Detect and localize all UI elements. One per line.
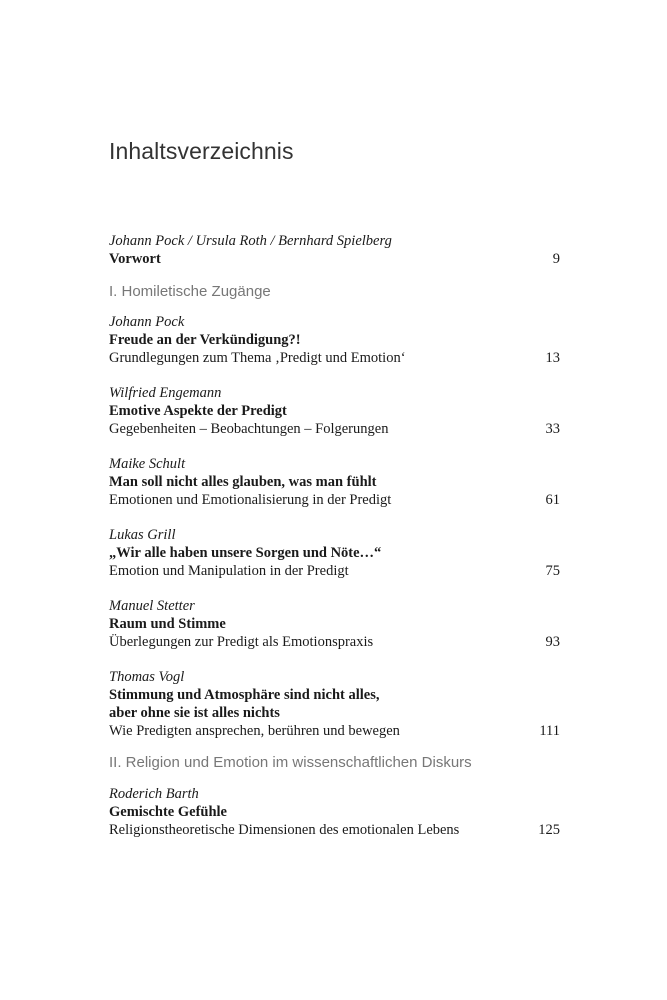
entry-author: Johann Pock / Ursula Roth / Bernhard Spielberg [109, 233, 392, 249]
entry-title-continued: aber ohne sie ist alles nichts [109, 705, 280, 721]
entry-title: Freude an der Verkündigung?! [109, 332, 301, 348]
entry-page-number: 111 [539, 723, 560, 739]
entry-subtitle: Emotion und Manipulation in der Predigt [109, 563, 349, 579]
entry-subtitle: Emotionen und Emotionalisierung in der Predigt [109, 492, 392, 508]
page-title: Inhaltsverzeichnis [109, 138, 294, 164]
toc-entry-stetter[interactable] [109, 597, 560, 651]
entry-page-number: 125 [538, 822, 560, 838]
entry-title: Emotive Aspekte der Predigt [109, 403, 287, 419]
entry-author: Thomas Vogl [109, 669, 185, 685]
entry-title: Gemischte Gefühle [109, 804, 227, 820]
toc-entry-barth[interactable] [109, 785, 560, 839]
entry-page-number: 93 [545, 634, 560, 650]
entry-author: Roderich Barth [109, 786, 199, 802]
toc-entry-pock[interactable] [109, 313, 560, 367]
entry-title: Vorwort [109, 251, 161, 267]
entry-title: „Wir alle haben unsere Sorgen und Nöte…“ [109, 545, 382, 561]
toc-entry-vorwort[interactable] [109, 232, 560, 268]
toc-entry-grill[interactable] [109, 526, 560, 580]
section-heading-homiletische-zugaenge: I. Homiletische Zugänge [109, 283, 271, 300]
entry-subtitle: Religionstheoretische Dimensionen des emotionalen Lebens [109, 822, 460, 838]
entry-author: Maike Schult [109, 456, 186, 472]
entry-page-number: 33 [545, 421, 560, 437]
toc-entry-engemann[interactable] [109, 384, 560, 438]
entry-page-number: 75 [545, 563, 560, 579]
entry-subtitle: Grundlegungen zum Thema ‚Predigt und Emotion‘ [109, 350, 406, 366]
toc-entry-schult[interactable] [109, 455, 560, 509]
section-heading-religion-und-emotion: II. Religion und Emotion im wissenschaftlichen Diskurs [109, 754, 472, 771]
entry-page-number: 61 [545, 492, 560, 508]
entry-title: Man soll nicht alles glauben, was man fühlt [109, 474, 377, 490]
entry-subtitle: Gegebenheiten – Beobachtungen – Folgerungen [109, 421, 389, 437]
entry-title: Raum und Stimme [109, 616, 226, 632]
entry-subtitle: Wie Predigten ansprechen, berühren und bewegen [109, 723, 400, 739]
entry-subtitle: Überlegungen zur Predigt als Emotionspraxis [109, 634, 374, 650]
entry-page-number: 13 [545, 350, 560, 366]
entry-author: Manuel Stetter [109, 598, 195, 614]
entry-author: Lukas Grill [109, 527, 176, 543]
toc-entry-vogl[interactable] [109, 668, 560, 740]
entry-title: Stimmung und Atmosphäre sind nicht alles, [109, 687, 380, 703]
entry-author: Wilfried Engemann [109, 385, 222, 401]
entry-author: Johann Pock [109, 314, 185, 330]
entry-page-number: 9 [552, 251, 560, 267]
